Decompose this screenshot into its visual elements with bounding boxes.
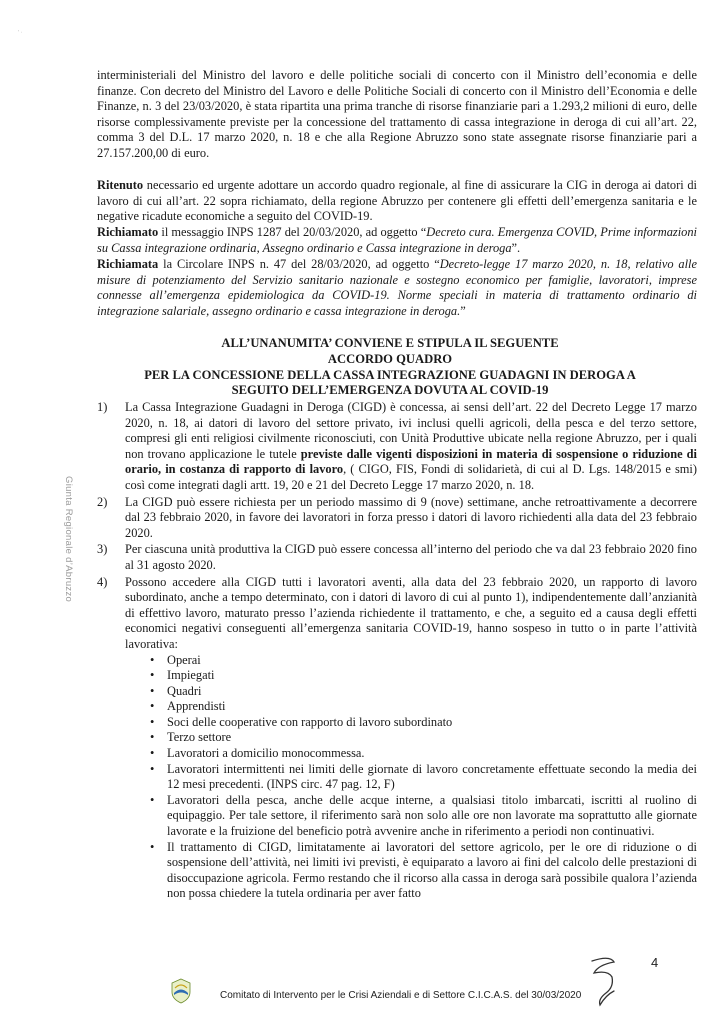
heading-line-1: ALL’UNANUMITA’ CONVIENE E STIPULA IL SEGUENTE [221,336,559,350]
item-2 [97,495,697,542]
intro-paragraph [97,68,697,162]
item-2-text: La CIGD può essere richiesta per un periodo massimo di 9 (nove) settimane, anche retroattivamente a decorrere dal 23 febbraio 2020, in favore dei lavoratori in forza presso i datori di lavoro richiedenti alla data del 23 febbraio 2020. [125,494,697,540]
regione-abruzzo-logo-icon [170,978,192,1004]
item-4-text: Possono accedere alla CIGD tutti i lavoratori aventi, alla data del 23 febbraio 2020, un rapporto di lavoro subordinato, anche a tempo determinato, con i datori di lavoro di cui al punto 1), indipendentemente dall’anzianità di effettivo lavoro, maturato presso l’azienda richiedente il trattamento, e che, a seguito ed a causa degli effetti economici negativi conseguenti all’emergenza sanitaria COVID-19, hanno sospeso in tutto o in parte l’attività lavorativa: [125,574,697,651]
item-number: 2) [97,494,108,509]
richiamata-lead: Richiamata [97,257,159,271]
footer-text: Comitato di Intervento per le Crisi Aziendali e di Settore C.I.C.A.S. del 30/03/2020 [220,990,582,1001]
richiamato-lead: Richiamato [97,225,159,239]
list-item: • Lavoratori della pesca, anche delle acque interne, a qualsiasi titolo imbarcati, iscritti al ruolino di equipaggio. Per tale settore, il riferimento sarà non solo alle ore non lavorate ma soprattutto alle giornate lavorate e la fruizione del beneficio potrà avvenire anche in riferimento a periodi non continuativi. [145,793,697,840]
agreement-heading [90,336,690,399]
list-item: • Operai [145,653,697,669]
item-number: 4) [97,574,108,589]
ritenuto-paragraph [97,178,697,225]
list-item: • Apprendisti [145,699,697,715]
intro-text: interministeriali del Ministro del lavoro e delle politiche sociali di concerto con il Ministro dell’economia e delle finanze. Con decreto del Ministro del Lavoro e delle Politiche Sociali di concerto con il Ministro dell’Economia e delle Finanze, n. 3 del 23/03/2020, è stata ripartita una prima tranche di risorse finanziarie pari a 1.293,2 milioni di euro, delle risorse complessivamente previste per la concessione del trattamento di cassa integrazione in deroga di cui all’art. 22, comma 3 del D.L. 17 marzo 2020, n. 18 e che alla Regione Abruzzo sono state assegnate risorse finanziarie pari a 27.157.200,00 di euro. [97,68,697,160]
richiamata-paragraph [97,257,697,319]
item-number: 3) [97,542,108,557]
richiamato-paragraph [97,225,697,256]
signature-icon [584,953,626,1009]
richiamato-italic: Decreto cura. Emergenza COVID, Prime informazioni su Cassa integrazione ordinaria, Assegno ordinario e Cassa integrazione in deroga [97,225,697,255]
page-number: 4 [651,955,659,970]
item-3-text: Per ciascuna unità produttiva la CIGD può essere concessa all’interno del periodo che va dal 23 febbraio 2020 fino al 31 agosto 2020. [125,542,697,572]
list-item: • Soci delle cooperative con rapporto di lavoro subordinato [145,715,697,731]
ritenuto-lead: Ritenuto [97,178,144,192]
richiamato-text-b: ”. [511,240,521,255]
worker-categories-list [125,653,697,903]
list-item: • Impiegati [145,668,697,684]
richiamata-text-b: ” [460,303,466,318]
list-item: • Lavoratori a domicilio monocommessa. [145,746,697,762]
item-1-text-a: La Cassa Integrazione Guadagni in Deroga (CIGD) è concessa, ai sensi dell’art. 22 del Decreto Legge 17 marzo 2020, n. 18, ai datori di lavoro del settore privato, ivi inclusi quelli agricoli, della pesca e del terzo settore, compresi gli enti religiosi civilmente riconosciuti, con Unità Produttive ubicate nella regione Abruzzo, per i quali non trovano applicazione le tutele [125,400,697,461]
item-4 [97,575,697,902]
heading-line-4: SEGUITO DELL’EMERGENZA DOVUTA AL COVID-19 [231,383,549,398]
list-item: • Il trattamento di CIGD, limitatamente ai lavoratori del settore agricolo, per le ore di riduzione o di sospensione dell’attività, nei limiti ivi previsti, è equiparato a lavoro ai fini del calcolo delle prestazioni di disoccupazione agricola. Fermo restando che il ricorso alla cassa in deroga sarà possibile qualora l’azienda non possa chiedere la tutela ordinaria per aver fatto [145,840,697,902]
heading-line-2: ACCORDO QUADRO [327,351,453,366]
richiamata-text-a: la Circolare INPS n. 47 del 28/03/2020, ad oggetto “ [158,257,440,271]
richiamata-italic: Decreto-legge 17 marzo 2020, n. 18, relativo alle misure di potenziamento del Servizio sanitario nazionale e sostegno economico per famiglie, lavoratori, imprese connesse all’emergenza epidemiologica da COVID-19. Norme speciali in materia di trattamento ordinario di integrazione salariale, assegno ordinario e cassa integrazione in deroga. [97,257,697,318]
item-3 [97,542,697,573]
item-1-text-bold: previste dalle vigenti disposizioni in materia di sospensione o riduzione di orario, in costanza di rapporto di lavoro [125,446,698,477]
margin-watermark: Giunta Regionale d’Abruzzo [63,476,74,603]
ritenuto-text: necessario ed urgente adottare un accordo quadro regionale, al fine di assicurare la CIG in deroga ai datori di lavoro di cui all’art. 22 sopra richiamato, della regione Abruzzo per contenere gli effetti dell’emergenza sanitaria e le negative ricadute economiche a seguito del COVID-19. [97,178,697,224]
list-item: • Lavoratori intermittenti nei limiti delle giornate di lavoro concretamente effettuate secondo la media dei 12 mesi precedenti. (INPS circ. 47 pag. 12, F) [145,762,697,793]
item-1-text-b: , ( CIGO, FIS, Fondi di solidarietà, di cui al D. Lgs. 148/2015 e smi) così come integrati dagli artt. 19, 20 e 21 del Decreto Legge 17 marzo 2020, n. 18. [125,462,697,492]
item-1 [97,400,697,494]
richiamato-text-a: il messaggio INPS 1287 del 20/03/2020, ad oggetto “ [158,225,427,239]
list-item: • Quadri [145,684,697,700]
scan-mark: ' · [18,30,23,36]
list-item: • Terzo settore [145,730,697,746]
numbered-items [97,400,697,903]
item-number: 1) [97,400,108,414]
heading-line-3: PER LA CONCESSIONE DELLA CASSA INTEGRAZIONE GUADAGNI IN DEROGA A [144,367,636,382]
